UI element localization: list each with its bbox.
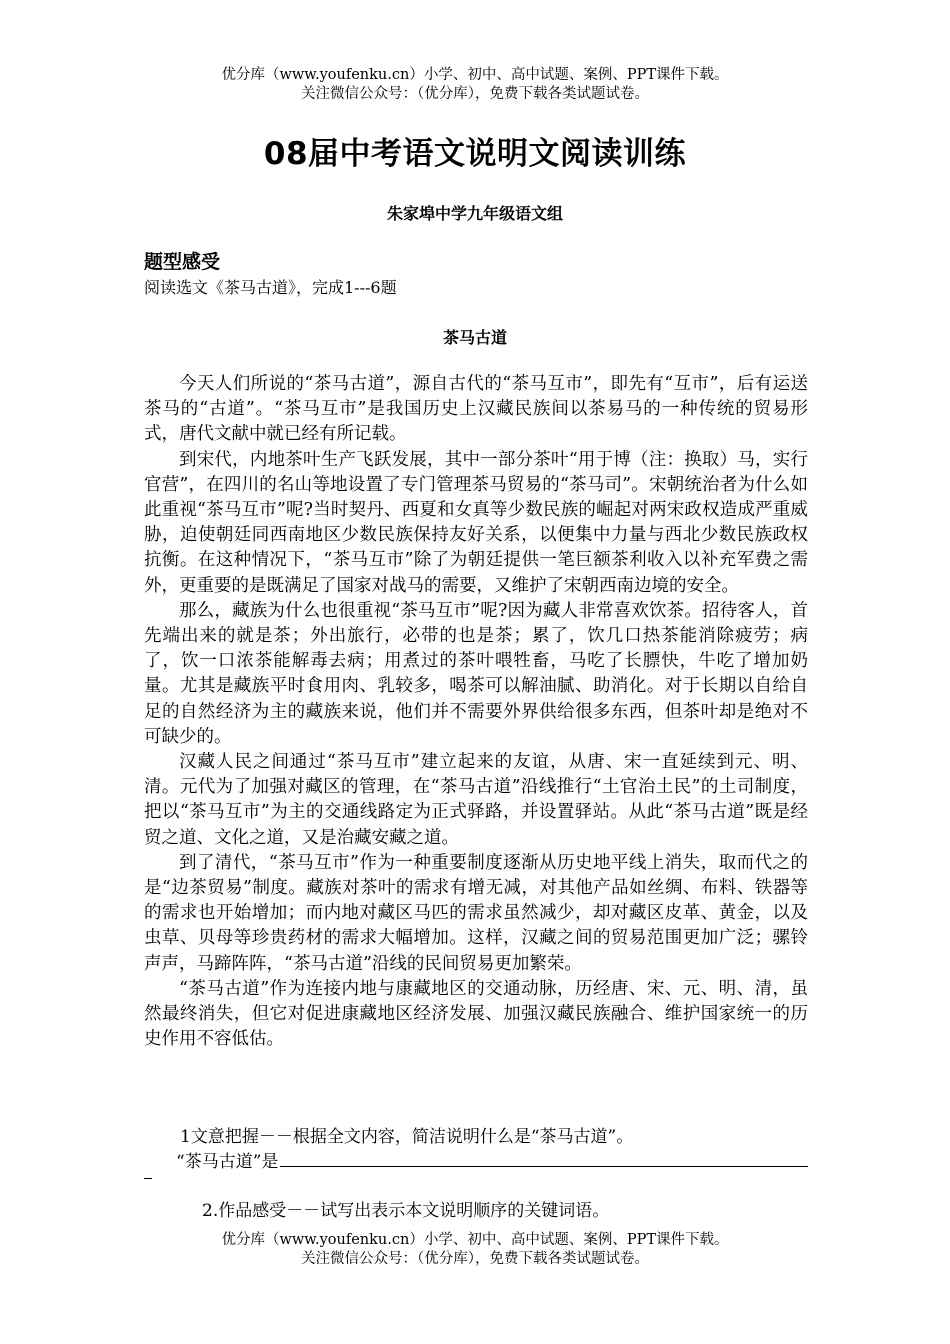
- answer-blank[interactable]: [280, 1147, 808, 1167]
- article-paragraph-4: 汉藏人民之间通过“茶马互市”建立起来的友谊，从唐、宋一直延续到元、明、清。元代为了加强对藏区的管理，在“茶马古道”沿线推行“土官治土民”的土司制度，把以“茶马互市”为主的交通线路定为正式驿路，并设置驿站。从此“茶马古道”既是经贸之道、文化之道，又是治藏安藏之道。: [144, 752, 808, 848]
- article-paragraph-3: 那么，藏族为什么也很重视“茶马互市”呢?因为藏人非常喜欢饮茶。招待客人，首先端出来的就是茶；外出旅行，必带的也是茶；累了，饮几口热茶能消除疲劳；病了，饮一口浓茶能解毒去病；用煮过的茶叶喂牲畜，马吃了长膘快，牛吃了增加奶量。尤其是藏族平时食用肉、乳较多，喝茶可以解油腻、助消化。对于长期以自给自足的自然经济为主的藏族来说，他们并不需要外界供给很多东西，但茶叶却是绝对不可缺少的。: [144, 600, 808, 747]
- article-body: [144, 372, 808, 1052]
- question-1-answer-prefix: “茶马古道”是: [176, 1152, 279, 1172]
- footer-line-1: 优分库（www.youfenku.cn）小学、初中、高中试题、案例、PPT课件下载。: [221, 1232, 729, 1248]
- header-line-2: 关注微信公众号：（优分库），免费下载各类试题试卷。: [301, 86, 649, 102]
- article-paragraph-5: 到了清代，“茶马互市”作为一种重要制度逐渐从历史地平线上消失，取而代之的是“边茶贸易”制度。藏族对茶叶的需求有增无减，对其他产品如丝绸、布料、铁器等的需求也开始增加；而内地对藏区马匹的需求虽然减少，却对藏区皮革、黄金，以及虫草、贝母等珍贵药材的需求大幅增加。这样，汉藏之间的贸易范围更加广泛；骡铃声声，马蹄阵阵，“茶马古道”沿线的民间贸易更加繁荣。: [144, 852, 808, 974]
- stray-underline: [144, 1178, 152, 1179]
- question-2: 2.作品感受－－试写出表示本文说明顺序的关键词语。: [202, 1201, 610, 1221]
- header-line-1: 优分库（www.youfenku.cn）小学、初中、高中试题、案例、PPT课件下载。: [221, 67, 729, 83]
- footer-line-2: 关注微信公众号：（优分库），免费下载各类试题试卷。: [301, 1251, 649, 1267]
- document-title: 08届中考语文说明文阅读训练: [263, 136, 687, 172]
- article-paragraph-6: “茶马古道”作为连接内地与康藏地区的交通动脉，历经唐、宋、元、明、清，虽然最终消失，但它对促进康藏地区经济发展、加强汉藏民族融合、维护国家统一的历史作用不容低估。: [144, 978, 808, 1050]
- page-header: [0, 66, 950, 104]
- reading-instruction: 阅读选文《茶马古道》，完成1---6题: [144, 278, 397, 297]
- question-1-answer-line: [176, 1147, 808, 1172]
- article-paragraph-1: 今天人们所说的“茶马古道”，源自古代的“茶马互市”，即先有“互市”，后有运送茶马的“古道”。“茶马互市”是我国历史上汉藏民族间以茶易马的一种传统的贸易形式，唐代文献中就已经有所记载。: [144, 374, 808, 445]
- section-heading: 题型感受: [144, 251, 221, 273]
- article-paragraph-2: 到宋代，内地茶叶生产飞跃发展，其中一部分茶叶“用于博（注：换取）马，实行官营”，在四川的名山等地设置了专门管理茶马贸易的“茶马司”。宋朝统治者为什么如此重视“茶马互市”呢?当时契丹、西夏和女真等少数民族的崛起对两宋政权造成严重威胁，迫使朝廷同西南地区少数民族保持友好关系，以便集中力量与西北少数民族政权抗衡。在这种情况下，“茶马互市”除了为朝廷提供一笔巨额茶利收入以补充军费之需外，更重要的是既满足了国家对战马的需要，又维护了宋朝西南边境的安全。: [144, 449, 808, 596]
- page-footer: [0, 1231, 950, 1269]
- article-title: 茶马古道: [442, 328, 507, 347]
- author-line: 朱家埠中学九年级语文组: [386, 204, 563, 223]
- question-1: 1文意把握－－根据全文内容，简洁说明什么是“茶马古道”。: [180, 1127, 634, 1147]
